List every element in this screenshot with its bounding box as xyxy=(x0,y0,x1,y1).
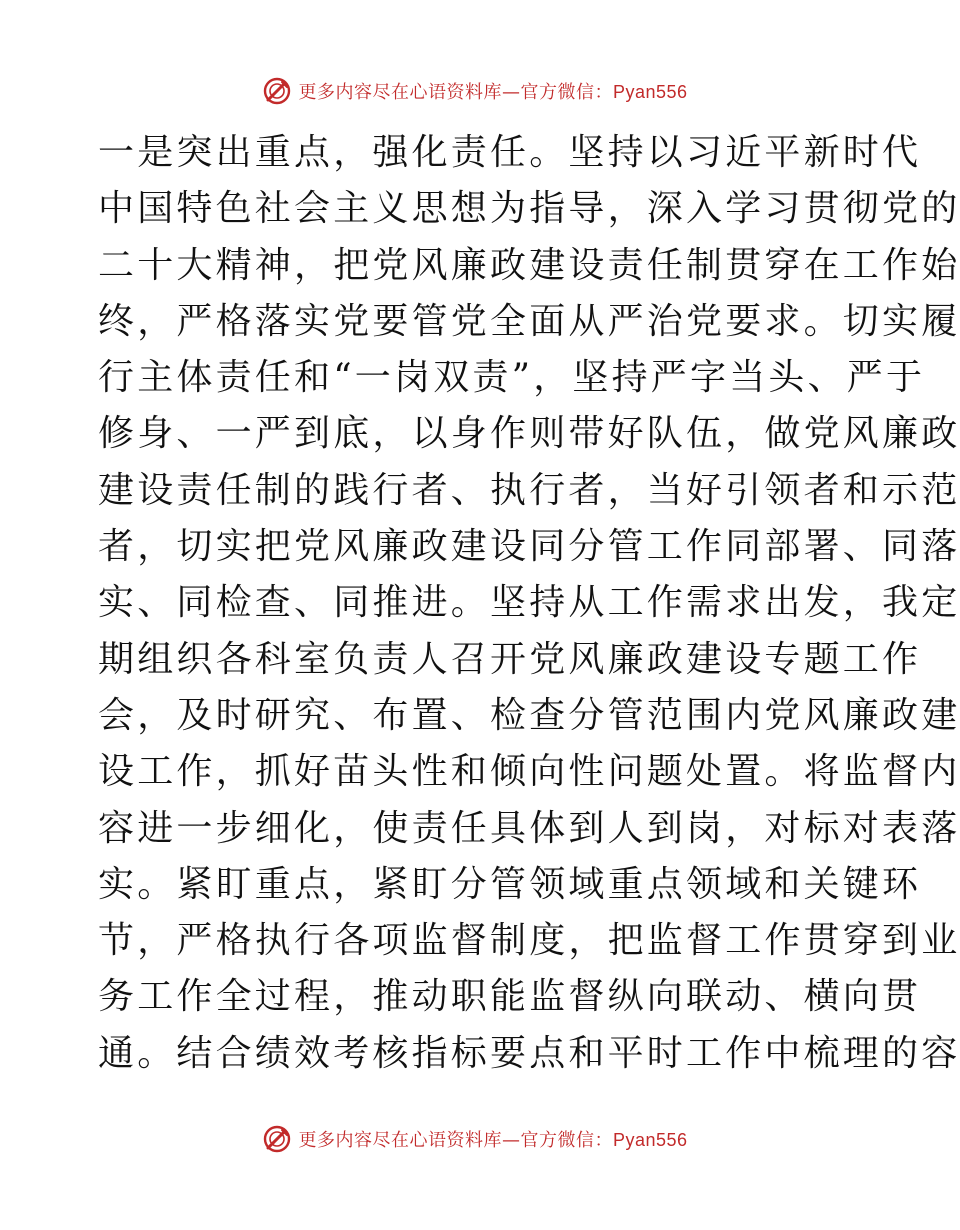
body-line: 设工作，抓好苗头性和倾向性问题处置。将监督内 xyxy=(98,751,960,793)
footer-banner xyxy=(0,1119,950,1159)
body-line: 终，严格落实党要管党全面从严治党要求。切实履 xyxy=(98,300,960,342)
body-line: 中国特色社会主义思想为指导，深入学习贯彻党的 xyxy=(98,188,960,230)
header-banner xyxy=(0,71,950,111)
body-line: 实。紧盯重点，紧盯分管领域重点领域和关键环 xyxy=(98,863,922,905)
body-line: 节，严格执行各项监督制度，把监督工作贯穿到业 xyxy=(98,920,960,962)
body-line: 一是突出重点，强化责任。坚持以习近平新时代 xyxy=(98,132,922,173)
body-line: 务工作全过程，推动职能监督纵向联动、横向贯 xyxy=(98,976,922,1018)
body-line: 二十大精神，把党风廉政建设责任制贯穿在工作始 xyxy=(98,244,960,286)
body-line: 者，切实把党风廉政建设同分管工作同部署、同落 xyxy=(98,526,960,568)
body-line: 建设责任制的践行者、执行者，当好引领者和示范 xyxy=(98,469,960,511)
footer-slogan-text: 更多内容尽在心语资料库 xyxy=(298,1130,502,1151)
footer-dash: — xyxy=(501,1130,521,1151)
body-line: 实、同检查、同推进。坚持从工作需求出发，我定 xyxy=(98,582,960,624)
body-line: 会，及时研究、布置、检查分管范围内党风廉政建 xyxy=(98,694,960,736)
header-wechat-account: Pyan556 xyxy=(612,82,688,102)
header-slogan xyxy=(298,78,687,104)
body-line: 行主体责任和“一岗双责”，坚持严字当头、严于 xyxy=(98,357,926,399)
seal-logo-icon xyxy=(262,1124,292,1154)
header-slogan-text: 更多内容尽在心语资料库 xyxy=(298,82,502,103)
header-dash: — xyxy=(501,82,521,103)
body-line: 容进一步细化，使责任具体到人到岗，对标对表落 xyxy=(98,807,960,849)
body-line: 期组织各科室负责人召开党风廉政建设专题工作 xyxy=(98,638,922,680)
footer-wechat-account: Pyan556 xyxy=(612,1130,688,1150)
header-wechat-label: 官方微信： xyxy=(520,82,613,103)
document-body xyxy=(98,125,960,1082)
footer-slogan xyxy=(298,1126,687,1152)
seal-logo-icon xyxy=(262,76,292,106)
footer-wechat-label: 官方微信： xyxy=(520,1130,613,1151)
body-line: 修身、一严到底，以身作则带好队伍，做党风廉政 xyxy=(98,413,960,455)
body-line: 通。结合绩效考核指标要点和平时工作中梳理的容 xyxy=(98,1032,960,1074)
